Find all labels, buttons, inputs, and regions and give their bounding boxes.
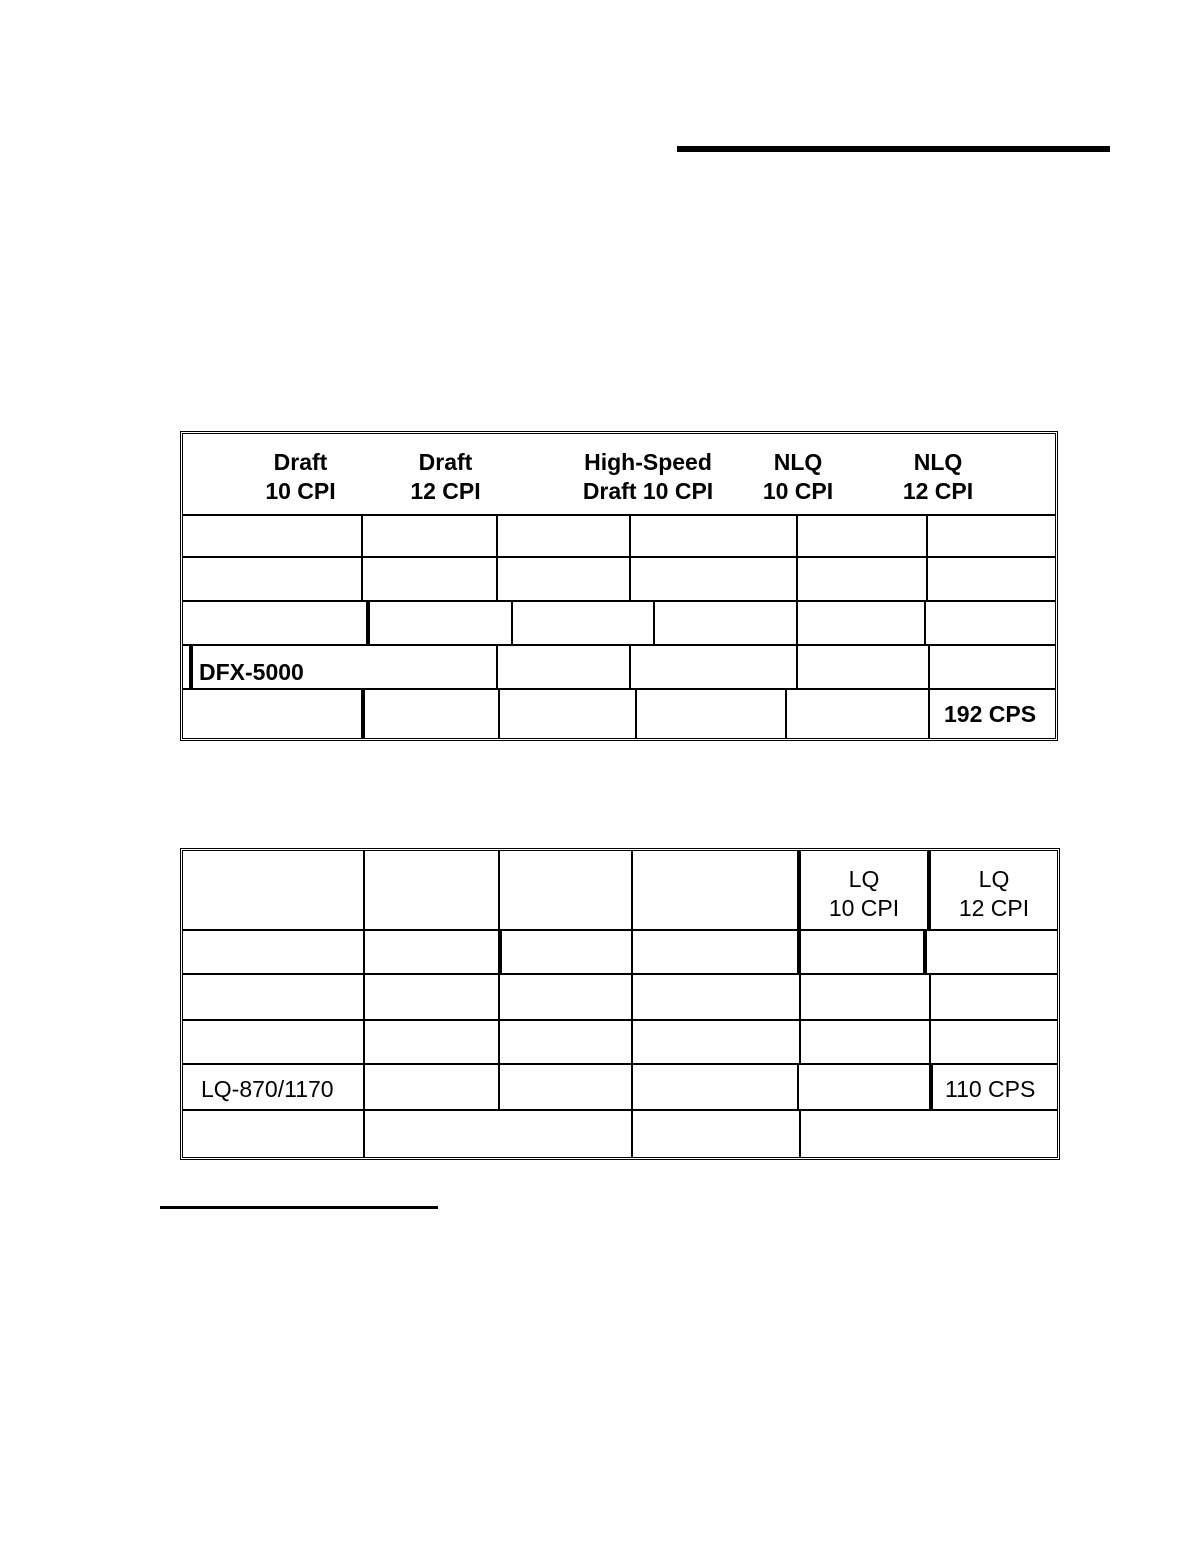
table-cell bbox=[785, 690, 928, 738]
table-cell bbox=[799, 1021, 929, 1063]
table-cell bbox=[629, 558, 796, 600]
table-row bbox=[183, 1111, 1057, 1157]
header-sub-12cpi: 12 CPI bbox=[958, 895, 1030, 921]
table-cell bbox=[631, 851, 797, 929]
table-row bbox=[183, 516, 1055, 558]
footnote-rule bbox=[160, 1206, 438, 1209]
table-cell bbox=[929, 1021, 1057, 1063]
table-cell bbox=[183, 558, 361, 600]
header-label-lq: LQ bbox=[848, 866, 880, 892]
table-cell bbox=[363, 851, 498, 929]
table-row bbox=[183, 1021, 1057, 1065]
model-label-dfx-5000: DFX-5000 bbox=[199, 659, 304, 685]
table-cell bbox=[926, 516, 1055, 556]
table-cell bbox=[796, 646, 928, 688]
table-cell bbox=[183, 851, 363, 929]
table-cell bbox=[498, 1021, 631, 1063]
table-cell bbox=[498, 975, 631, 1019]
header-sub-10cpi: 10 CPI bbox=[265, 478, 336, 504]
table-cell bbox=[366, 602, 511, 644]
table-cell bbox=[498, 851, 631, 929]
print-speed-table-draft-nlq bbox=[180, 431, 1058, 741]
table-cell bbox=[629, 516, 796, 556]
table-row bbox=[183, 1065, 1057, 1111]
table-cell bbox=[796, 558, 926, 600]
top-rule bbox=[677, 146, 1110, 152]
table-cell bbox=[799, 975, 929, 1019]
header-cell bbox=[363, 434, 528, 514]
table-cell bbox=[631, 975, 799, 1019]
table-cell bbox=[363, 1065, 498, 1109]
header-label-nlq: NLQ bbox=[773, 449, 823, 475]
table-cell bbox=[496, 516, 629, 556]
table-cell bbox=[653, 602, 796, 644]
table-cell bbox=[631, 1065, 797, 1109]
table-row bbox=[183, 602, 1055, 646]
table-cell bbox=[797, 931, 923, 973]
table-cell bbox=[799, 1111, 1057, 1157]
table-cell bbox=[929, 975, 1057, 1019]
table-cell bbox=[361, 690, 498, 738]
model-label-lq-870-1170: LQ-870/1170 bbox=[201, 1076, 334, 1102]
table-header-row bbox=[183, 851, 1057, 931]
table-cell bbox=[189, 646, 502, 688]
table-row bbox=[183, 931, 1057, 975]
table-cell bbox=[629, 646, 796, 688]
table-cell bbox=[926, 558, 1055, 600]
table-cell bbox=[631, 1021, 799, 1063]
table-cell bbox=[183, 1111, 363, 1157]
table-cell bbox=[797, 851, 927, 929]
table-cell bbox=[796, 516, 926, 556]
header-cell bbox=[528, 434, 718, 514]
table-cell bbox=[498, 1065, 631, 1109]
table-cell bbox=[511, 602, 653, 644]
table-cell bbox=[796, 602, 924, 644]
table-cell bbox=[498, 931, 631, 973]
table-row bbox=[183, 975, 1057, 1021]
table-cell bbox=[183, 975, 363, 1019]
table-header-row bbox=[183, 434, 1055, 516]
print-speed-table-lq bbox=[180, 848, 1060, 1160]
table-cell bbox=[361, 516, 496, 556]
table-cell bbox=[797, 1065, 929, 1109]
table-cell bbox=[635, 690, 785, 738]
header-sub-10cpi: 10 CPI bbox=[762, 478, 834, 504]
header-sub-10cpi: 10 CPI bbox=[828, 895, 900, 921]
header-label-nlq: NLQ bbox=[913, 449, 963, 475]
speed-value-110-cps: 110 CPS bbox=[945, 1076, 1036, 1102]
table-row bbox=[183, 690, 1055, 738]
header-cell bbox=[183, 434, 363, 514]
table-cell bbox=[183, 1021, 363, 1063]
table-cell bbox=[183, 602, 366, 644]
header-sub-12cpi: 12 CPI bbox=[410, 478, 481, 504]
header-label-high-speed: High-Speed bbox=[584, 449, 712, 475]
table-cell bbox=[928, 646, 1055, 688]
table-cell bbox=[183, 931, 363, 973]
table-cell bbox=[363, 1021, 498, 1063]
table-cell bbox=[927, 851, 1057, 929]
table-cell bbox=[496, 558, 629, 600]
header-label-lq: LQ bbox=[978, 866, 1010, 892]
header-cell bbox=[733, 434, 863, 514]
table-cell bbox=[363, 931, 498, 973]
table-row bbox=[183, 558, 1055, 602]
table-cell bbox=[631, 931, 797, 973]
header-sub-draft-10cpi: Draft 10 CPI bbox=[582, 478, 714, 504]
header-label-draft: Draft bbox=[273, 449, 328, 475]
table-cell bbox=[183, 516, 361, 556]
table-cell bbox=[363, 975, 498, 1019]
table-cell bbox=[363, 1111, 631, 1157]
table-cell bbox=[631, 1111, 799, 1157]
header-label-draft: Draft bbox=[418, 449, 473, 475]
table-cell bbox=[924, 602, 1055, 644]
table-cell bbox=[928, 690, 1055, 738]
header-sub-12cpi: 12 CPI bbox=[902, 478, 974, 504]
header-cell bbox=[801, 851, 927, 929]
table-cell bbox=[361, 558, 496, 600]
header-cell bbox=[931, 851, 1057, 929]
table-cell bbox=[183, 1065, 363, 1109]
table-cell bbox=[183, 690, 361, 738]
table-cell bbox=[498, 690, 635, 738]
table-row bbox=[183, 646, 1055, 690]
table-cell bbox=[929, 1065, 1057, 1109]
header-cell bbox=[873, 434, 1003, 514]
speed-value-192-cps: 192 CPS bbox=[944, 701, 1037, 727]
table-cell bbox=[496, 646, 629, 688]
table-cell bbox=[923, 931, 1057, 973]
